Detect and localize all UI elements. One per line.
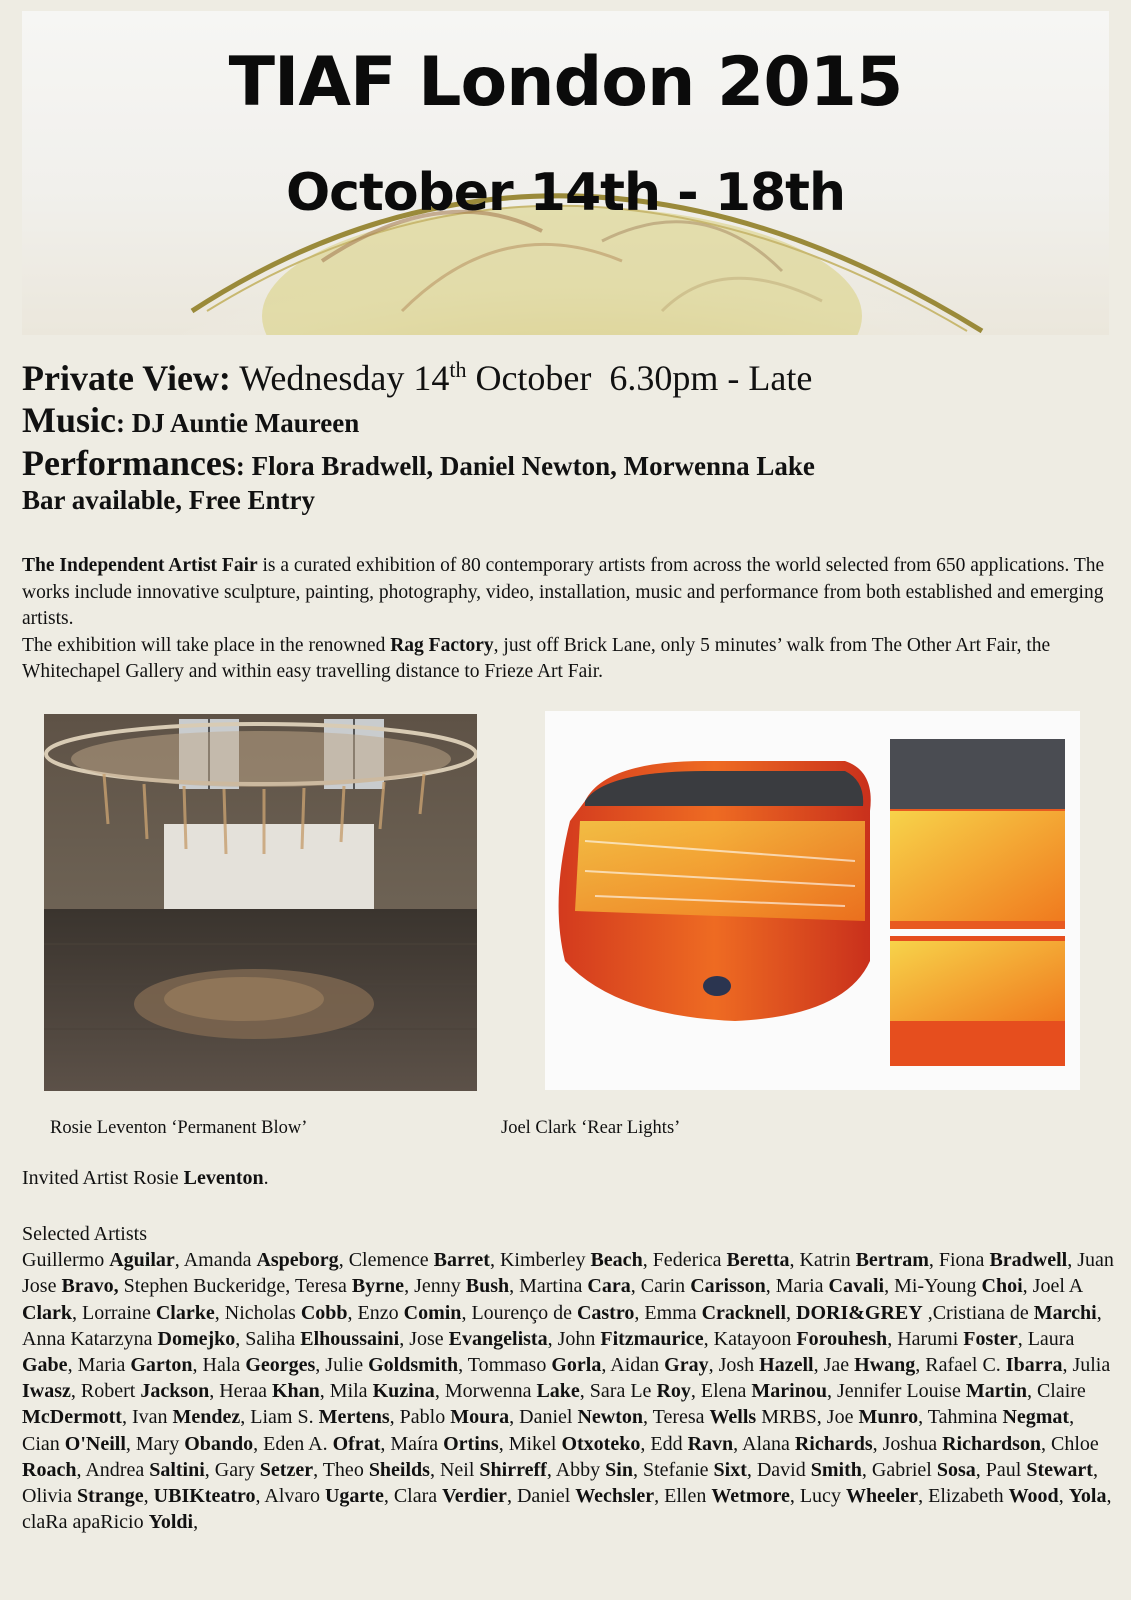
artist-last-name: Moura: [450, 1406, 510, 1429]
performances-value: : Flora Bradwell, Daniel Newton, Morwenna Lake: [235, 451, 815, 482]
private-view-label: Private View:: [22, 358, 231, 398]
artist-first-name: Lourenço de: [471, 1301, 577, 1324]
artist-name: [1069, 1485, 1107, 1507]
artist-last-name: Sosa: [936, 1458, 976, 1481]
artist-first-name: Cristiana de: [932, 1301, 1034, 1324]
artist-last-name: Smith: [810, 1458, 862, 1481]
artist-first-name: Julie: [325, 1354, 369, 1377]
artist-first-name: Gary: [214, 1458, 260, 1481]
private-view-time: October 6.30pm - Late: [466, 358, 813, 398]
artist-last-name: Saltini: [149, 1458, 205, 1481]
artist-name: [837, 1380, 1027, 1402]
artist-name: [132, 1406, 240, 1428]
artist-name: [610, 1354, 708, 1376]
artist-name: [264, 1485, 383, 1507]
artist-name: [796, 1302, 923, 1324]
artist-name: [22, 1511, 193, 1533]
artist-first-name: Julia: [1072, 1354, 1116, 1377]
invited-surname: Leventon: [183, 1167, 264, 1189]
artist-first-name: Guillermo: [22, 1249, 110, 1272]
artist-name: [928, 1406, 1069, 1428]
artist-first-name: Mary: [135, 1432, 185, 1455]
artist-first-name: Emma: [644, 1301, 702, 1324]
artist-first-name: Mikel: [508, 1432, 562, 1455]
invited-prefix: Invited Artist Rosie: [22, 1167, 184, 1189]
artist-last-name: Sin: [605, 1458, 633, 1481]
artist-name: [519, 1275, 631, 1297]
artist-last-name: Wechsler: [575, 1485, 655, 1508]
artist-first-name: Martina: [519, 1275, 588, 1298]
artist-first-name: Tahmina: [927, 1406, 1003, 1429]
permanent-blow-photo: [44, 714, 477, 1091]
artist-name: [394, 1485, 507, 1507]
artist-first-name: claRa apaRicio: [22, 1511, 149, 1534]
artist-last-name: Iwasz: [22, 1380, 71, 1403]
artist-last-name: Lake: [536, 1380, 580, 1403]
artist-name: [330, 1380, 435, 1402]
artist-name: [81, 1380, 209, 1402]
artist-first-name: Elena: [700, 1380, 752, 1403]
artist-name: [827, 1406, 918, 1428]
artist-last-name: Clark: [22, 1301, 72, 1324]
description: [22, 553, 1112, 686]
invited-artist: [22, 1167, 269, 1190]
artist-name: [263, 1433, 380, 1455]
artist-name: [653, 1406, 817, 1428]
artist-first-name: Mi-Young: [894, 1275, 982, 1298]
artist-last-name: Ofrat: [332, 1432, 381, 1455]
artist-last-name: UBIKteatro: [153, 1485, 256, 1508]
artist-first-name: Amanda: [183, 1249, 257, 1272]
artist-last-name: Martin: [965, 1380, 1027, 1403]
artist-name: [641, 1275, 766, 1297]
artist-last-name: Elhoussaini: [300, 1327, 400, 1350]
selected-artists: [22, 1221, 1119, 1535]
performances-label: Performances: [22, 443, 236, 484]
artist-name: [872, 1459, 976, 1481]
artist-name: [650, 1433, 733, 1455]
artist-name: [219, 1380, 320, 1402]
artist-last-name: Wood: [1008, 1485, 1059, 1508]
artist-name: [184, 1249, 339, 1271]
artist-name: [250, 1406, 389, 1428]
artist-last-name: Fitzmaurice: [600, 1327, 704, 1350]
artist-last-name: Goldsmith: [368, 1354, 459, 1377]
artist-first-name: Edd: [650, 1432, 688, 1455]
artist-first-name: Chloe: [1050, 1432, 1104, 1455]
rear-lights-photo: [545, 711, 1080, 1090]
artist-last-name: DORI&GREY: [796, 1301, 923, 1324]
artist-first-name: Kimberley: [499, 1249, 591, 1272]
artist-last-name: Georges: [245, 1354, 316, 1377]
banner-dates: October 14th - 18th: [285, 163, 846, 223]
artist-first-name: Laura: [1027, 1327, 1080, 1350]
artist-last-name: Roach: [22, 1458, 77, 1481]
artist-last-name: Setzer: [259, 1458, 314, 1481]
artist-name: [400, 1406, 509, 1428]
artist-last-name: Beretta: [726, 1249, 790, 1272]
artist-name: [22, 1433, 126, 1455]
event-info: [22, 358, 1112, 515]
artist-first-name: Cian: [22, 1432, 65, 1455]
artist-name: [653, 1249, 790, 1271]
artist-last-name: Mertens: [318, 1406, 390, 1429]
artist-first-name: Jae: [823, 1354, 855, 1377]
music-label: Music: [22, 399, 116, 440]
artist-last-name: Wheeler: [845, 1485, 919, 1508]
invited-suffix: .: [263, 1167, 269, 1189]
artist-first-name: Lucy: [799, 1485, 846, 1508]
artist-first-name: Paul: [985, 1458, 1027, 1481]
artist-list: Guillermo Aguilar, Amanda Aspeborg, Clemence Barret, Kimberley Beach, Federica Beretta, Katrin Bertram, Fiona Bradwell, Juan Jose Bravo, Stephen Buckeridge, Teresa Byrne, Jenny Bush, Martina Cara, Carin Carisson, Maria Cavali, Mi-Young Choi, Joel A Clark, Lorraine Clarke, Nicholas Cobb, Enzo Comin, Lourenço de Castro, Emma Cracknell, DORI&GREY ,Cristiana de Marchi, Anna Katarzyna Domejko, Saliha Elhoussaini, Jose Evangelista, John Fitzmaurice, Katayoon Forouhesh, Harumi Foster, Laura Gabe, Maria Garton, Hala Georges, Julie Goldsmith, Tommaso Gorla, Aidan Gray, Josh Hazell, Jae Hwang, Rafael C. Ibarra, Julia Iwasz, Robert Jackson, Heraa Khan, Mila Kuzina, Morwenna Lake, Sara Le Roy, Elena Marinou, Jennifer Louise Martin, Claire McDermott, Ivan Mendez, Liam S. Mertens, Pablo Moura, Daniel Newton, Teresa Wells MRBS, Joe Munro, Tahmina Negmat, Cian O'Neill, Mary Obando, Eden A. Ofrat, Maíra Ortins, Mikel Otxoteko, Edd Ravn, Alana Richards, Joshua Richardson, Chloe Roach, Andrea Saltini, Gary Setzer, Theo Sheilds, Neil Shirreff, Abby Sin, Stefanie Sixt, David Smith, Gabriel Sosa, Paul Stewart, Olivia Strange, UBIKteatro, Alvaro Ugarte, Clara Verdier, Daniel Wechsler, Ellen Wetmore, Lucy Wheeler, Elizabeth Wood, Yola, claRa apaRicio Yoldi,: [22, 1249, 1119, 1534]
artist-last-name: Domejko: [157, 1327, 236, 1350]
artist-last-name: Garton: [130, 1354, 193, 1377]
artist-name: [136, 1433, 253, 1455]
artist-first-name: Carin: [640, 1275, 691, 1298]
artist-name: [894, 1275, 1023, 1297]
artist-first-name: Olivia: [22, 1485, 77, 1508]
artist-last-name: Byrne: [351, 1275, 405, 1298]
artist-name: [225, 1302, 348, 1324]
artist-name: [124, 1275, 286, 1297]
artist-name: [643, 1459, 747, 1481]
artist-last-name: Hwang: [854, 1354, 916, 1377]
artist-first-name: Teresa: [652, 1406, 710, 1429]
description-paragraph-1: [22, 553, 1112, 633]
artist-first-name: Clemence: [348, 1249, 434, 1272]
artist-name: [215, 1459, 313, 1481]
artist-last-name: Gray: [664, 1354, 709, 1377]
artist-first-name: Theo: [322, 1458, 369, 1481]
artist-first-name: Clara: [393, 1485, 443, 1508]
artist-first-name: Enzo: [357, 1301, 404, 1324]
artist-first-name: Elizabeth: [928, 1485, 1009, 1508]
artist-name: [556, 1459, 633, 1481]
description-text-2-start: The exhibition will take place in the renowned: [22, 634, 391, 656]
artist-name: [590, 1380, 691, 1402]
description-text-1: is a curated exhibition of 80 contemporary artists from across the world selected from 650 applications. The works include innovative sculpture, painting, photography, video, installation, music and performance from both established and emerging artists.: [22, 555, 1105, 629]
artist-first-name: Fiona: [938, 1249, 990, 1272]
artist-name: [468, 1354, 602, 1376]
artist-first-name: Maíra: [390, 1432, 444, 1455]
artist-name: [986, 1459, 1093, 1481]
artist-name: [714, 1328, 888, 1350]
artist-last-name: Ugarte: [324, 1485, 384, 1508]
artist-last-name: Roy: [656, 1380, 691, 1403]
private-view-day: Wednesday 14: [239, 358, 450, 398]
artist-first-name: Katayoon: [713, 1327, 797, 1350]
artist-last-name: Bradwell: [989, 1249, 1068, 1272]
artist-last-name: Forouhesh: [796, 1327, 888, 1350]
artist-last-name: Evangelista: [448, 1327, 548, 1350]
artist-first-name: Morwenna: [444, 1380, 537, 1403]
artist-name: [245, 1328, 399, 1350]
artist-name: [757, 1459, 862, 1481]
music-value: : DJ Auntie Maureen: [116, 407, 360, 438]
artist-suffix: MRBS: [756, 1406, 817, 1429]
artist-name: [800, 1485, 918, 1507]
artist-first-name: Sara Le: [589, 1380, 657, 1403]
artist-name: [701, 1380, 827, 1402]
artist-first-name: Lorraine: [82, 1301, 156, 1324]
artist-first-name: Alana: [742, 1432, 795, 1455]
artist-first-name: Ivan: [131, 1406, 173, 1429]
artist-first-name: Joe: [826, 1406, 859, 1429]
description-text-2-end: , just off Brick Lane, only 5 minutes’ walk from The Other Art Fair, the Whitechapel Gallery and within easy travelling distance to Frieze Art Fair.: [22, 634, 1051, 682]
artist-name: [519, 1406, 643, 1428]
artist-last-name: Wetmore: [711, 1485, 790, 1508]
artist-last-name: Castro: [576, 1301, 635, 1324]
artist-first-name: Joel A: [1032, 1275, 1088, 1298]
artist-first-name: Eden A.: [263, 1432, 333, 1455]
artist-name: [928, 1485, 1059, 1507]
private-view-sup: th: [449, 357, 467, 382]
selected-artists-heading: Selected Artists: [22, 1223, 147, 1245]
artist-first-name: Anna Katarzyna: [22, 1327, 158, 1350]
artist-name: [78, 1354, 193, 1376]
artist-name: [414, 1275, 509, 1297]
artist-name: [925, 1354, 1062, 1376]
artist-last-name: Yola: [1068, 1485, 1107, 1508]
artist-first-name: Jenny: [414, 1275, 466, 1298]
artist-first-name: Alvaro: [264, 1485, 325, 1508]
artist-last-name: Bravo,: [61, 1275, 119, 1298]
artist-name: [799, 1249, 928, 1271]
artist-last-name: Stewart: [1026, 1458, 1093, 1481]
artist-name: [824, 1354, 916, 1376]
artist-last-name: Cara: [587, 1275, 631, 1298]
artist-last-name: McDermott: [22, 1406, 122, 1429]
caption-right: Joel Clark ‘Rear Lights’: [501, 1118, 681, 1138]
private-view-line: [22, 358, 1112, 399]
artist-name: [154, 1485, 256, 1507]
artist-name: [471, 1302, 634, 1324]
caption-left: Rosie Leventon ‘Permanent Blow’: [50, 1118, 308, 1138]
artist-name: [22, 1485, 144, 1507]
artist-last-name: Choi: [981, 1275, 1023, 1298]
artist-last-name: Marinou: [751, 1380, 827, 1403]
artist-name: [644, 1302, 786, 1324]
artist-first-name: Jose: [409, 1327, 449, 1350]
artist-first-name: David: [756, 1458, 811, 1481]
artist-last-name: Ortins: [443, 1432, 499, 1455]
music-line: [22, 401, 1112, 441]
artist-last-name: Clarke: [155, 1301, 215, 1324]
artist-first-name: Jennifer Louise: [836, 1380, 966, 1403]
artist-first-name: Juan Jose: [22, 1249, 1119, 1298]
artist-name: [558, 1328, 704, 1350]
artist-first-name: John: [557, 1327, 601, 1350]
artist-last-name: Verdier: [442, 1485, 507, 1508]
artist-first-name: Daniel: [519, 1406, 578, 1429]
artist-name: [719, 1354, 814, 1376]
artist-first-name: Teresa: [294, 1275, 352, 1298]
artist-first-name: Neil: [439, 1458, 480, 1481]
description-paragraph-2: [22, 633, 1112, 686]
artist-first-name: Mila: [329, 1380, 373, 1403]
artist-name: [776, 1275, 884, 1297]
artist-last-name: Gabe: [22, 1354, 68, 1377]
artist-name: [349, 1249, 490, 1271]
artist-first-name: Nicholas: [224, 1301, 301, 1324]
artist-last-name: Gorla: [551, 1354, 602, 1377]
artist-first-name: Stephen Buckeridge: [123, 1275, 286, 1298]
artist-last-name: Sheilds: [368, 1458, 430, 1481]
artist-last-name: Aguilar: [109, 1249, 175, 1272]
artist-first-name: Harumi: [897, 1327, 964, 1350]
bar-entry-line: Bar available, Free Entry: [22, 484, 315, 515]
artist-name: [409, 1328, 547, 1350]
artist-first-name: Abby: [555, 1458, 606, 1481]
artist-name: [509, 1433, 641, 1455]
header-banner: [22, 11, 1109, 335]
artist-first-name: Federica: [652, 1249, 727, 1272]
artist-last-name: Sixt: [713, 1458, 747, 1481]
artist-last-name: Shirreff: [479, 1458, 547, 1481]
artist-first-name: Daniel: [516, 1485, 576, 1508]
artist-name: [664, 1485, 790, 1507]
artist-last-name: Munro: [858, 1406, 919, 1429]
artist-last-name: Barret: [433, 1249, 490, 1272]
artist-last-name: Bertram: [855, 1249, 929, 1272]
artist-first-name: Ellen: [664, 1485, 712, 1508]
artist-first-name: Saliha: [245, 1327, 301, 1350]
artist-name: [82, 1302, 215, 1324]
artist-last-name: Cavali: [828, 1275, 885, 1298]
artist-name: [939, 1249, 1067, 1271]
artist-name: [500, 1249, 643, 1271]
artist-first-name: Katrin: [799, 1249, 856, 1272]
artist-first-name: Aidan: [610, 1354, 665, 1377]
artist-last-name: Richards: [794, 1432, 873, 1455]
artist-last-name: Obando: [184, 1432, 254, 1455]
artist-first-name: Robert: [80, 1380, 141, 1403]
artist-name: [517, 1485, 654, 1507]
artist-first-name: Andrea: [85, 1458, 150, 1481]
artist-last-name: Aspeborg: [256, 1249, 339, 1272]
artist-name: [445, 1380, 580, 1402]
artist-last-name: Bush: [465, 1275, 510, 1298]
artist-last-name: Ravn: [687, 1432, 734, 1455]
artist-last-name: Cobb: [300, 1301, 348, 1324]
artist-first-name: Joshua: [882, 1432, 943, 1455]
artist-last-name: Mendez: [172, 1406, 241, 1429]
artist-last-name: Yoldi: [148, 1511, 194, 1534]
artist-name: [323, 1459, 430, 1481]
artist-first-name: Pablo: [399, 1406, 451, 1429]
artist-first-name: Rafael C.: [925, 1354, 1006, 1377]
artist-last-name: Marchi: [1033, 1301, 1097, 1324]
artist-name: [22, 1249, 175, 1271]
artist-last-name: Beach: [590, 1249, 643, 1272]
performances-line: [22, 444, 1112, 484]
artist-last-name: O'Neill: [64, 1432, 126, 1455]
artist-last-name: Kuzina: [372, 1380, 435, 1403]
artist-name: [440, 1459, 547, 1481]
artist-name: [325, 1354, 458, 1376]
artist-last-name: Cracknell: [701, 1301, 787, 1324]
fair-name: The Independent Artist Fair: [22, 555, 258, 576]
artist-last-name: Foster: [963, 1327, 1018, 1350]
artist-name: [85, 1459, 204, 1481]
artist-name: [295, 1275, 404, 1297]
artist-first-name: Maria: [77, 1354, 131, 1377]
artist-name: [933, 1302, 1097, 1324]
artist-last-name: Otxoteko: [561, 1432, 641, 1455]
artist-first-name: Josh: [718, 1354, 760, 1377]
artist-first-name: Claire: [1036, 1380, 1091, 1403]
artist-last-name: Newton: [577, 1406, 643, 1429]
artist-last-name: Jackson: [140, 1380, 210, 1403]
artist-name: [742, 1433, 873, 1455]
banner-title: TIAF London 2015: [228, 43, 903, 122]
artist-first-name: Hala: [202, 1354, 246, 1377]
artist-first-name: Tommaso: [467, 1354, 552, 1377]
artist-last-name: Negmat: [1002, 1406, 1070, 1429]
artist-last-name: Comin: [403, 1301, 462, 1324]
artist-name: [883, 1433, 1041, 1455]
artist-last-name: Carisson: [690, 1275, 766, 1298]
artist-name: [203, 1354, 316, 1376]
artist-last-name: Wells: [709, 1406, 757, 1429]
artist-name: [358, 1302, 462, 1324]
artist-first-name: Stefanie: [642, 1458, 714, 1481]
artist-last-name: Ibarra: [1005, 1354, 1063, 1377]
artist-first-name: Liam S.: [250, 1406, 319, 1429]
artist-last-name: Khan: [271, 1380, 320, 1403]
artist-last-name: Hazell: [759, 1354, 814, 1377]
artist-name: [390, 1433, 498, 1455]
artist-first-name: Gabriel: [871, 1458, 937, 1481]
artist-last-name: Richardson: [942, 1432, 1041, 1455]
venue-name: Rag Factory: [390, 634, 494, 656]
artist-name: [897, 1328, 1018, 1350]
artist-last-name: Strange: [77, 1485, 144, 1508]
artist-first-name: Maria: [775, 1275, 829, 1298]
artist-name: [22, 1328, 235, 1350]
artist-first-name: Heraa: [219, 1380, 272, 1403]
